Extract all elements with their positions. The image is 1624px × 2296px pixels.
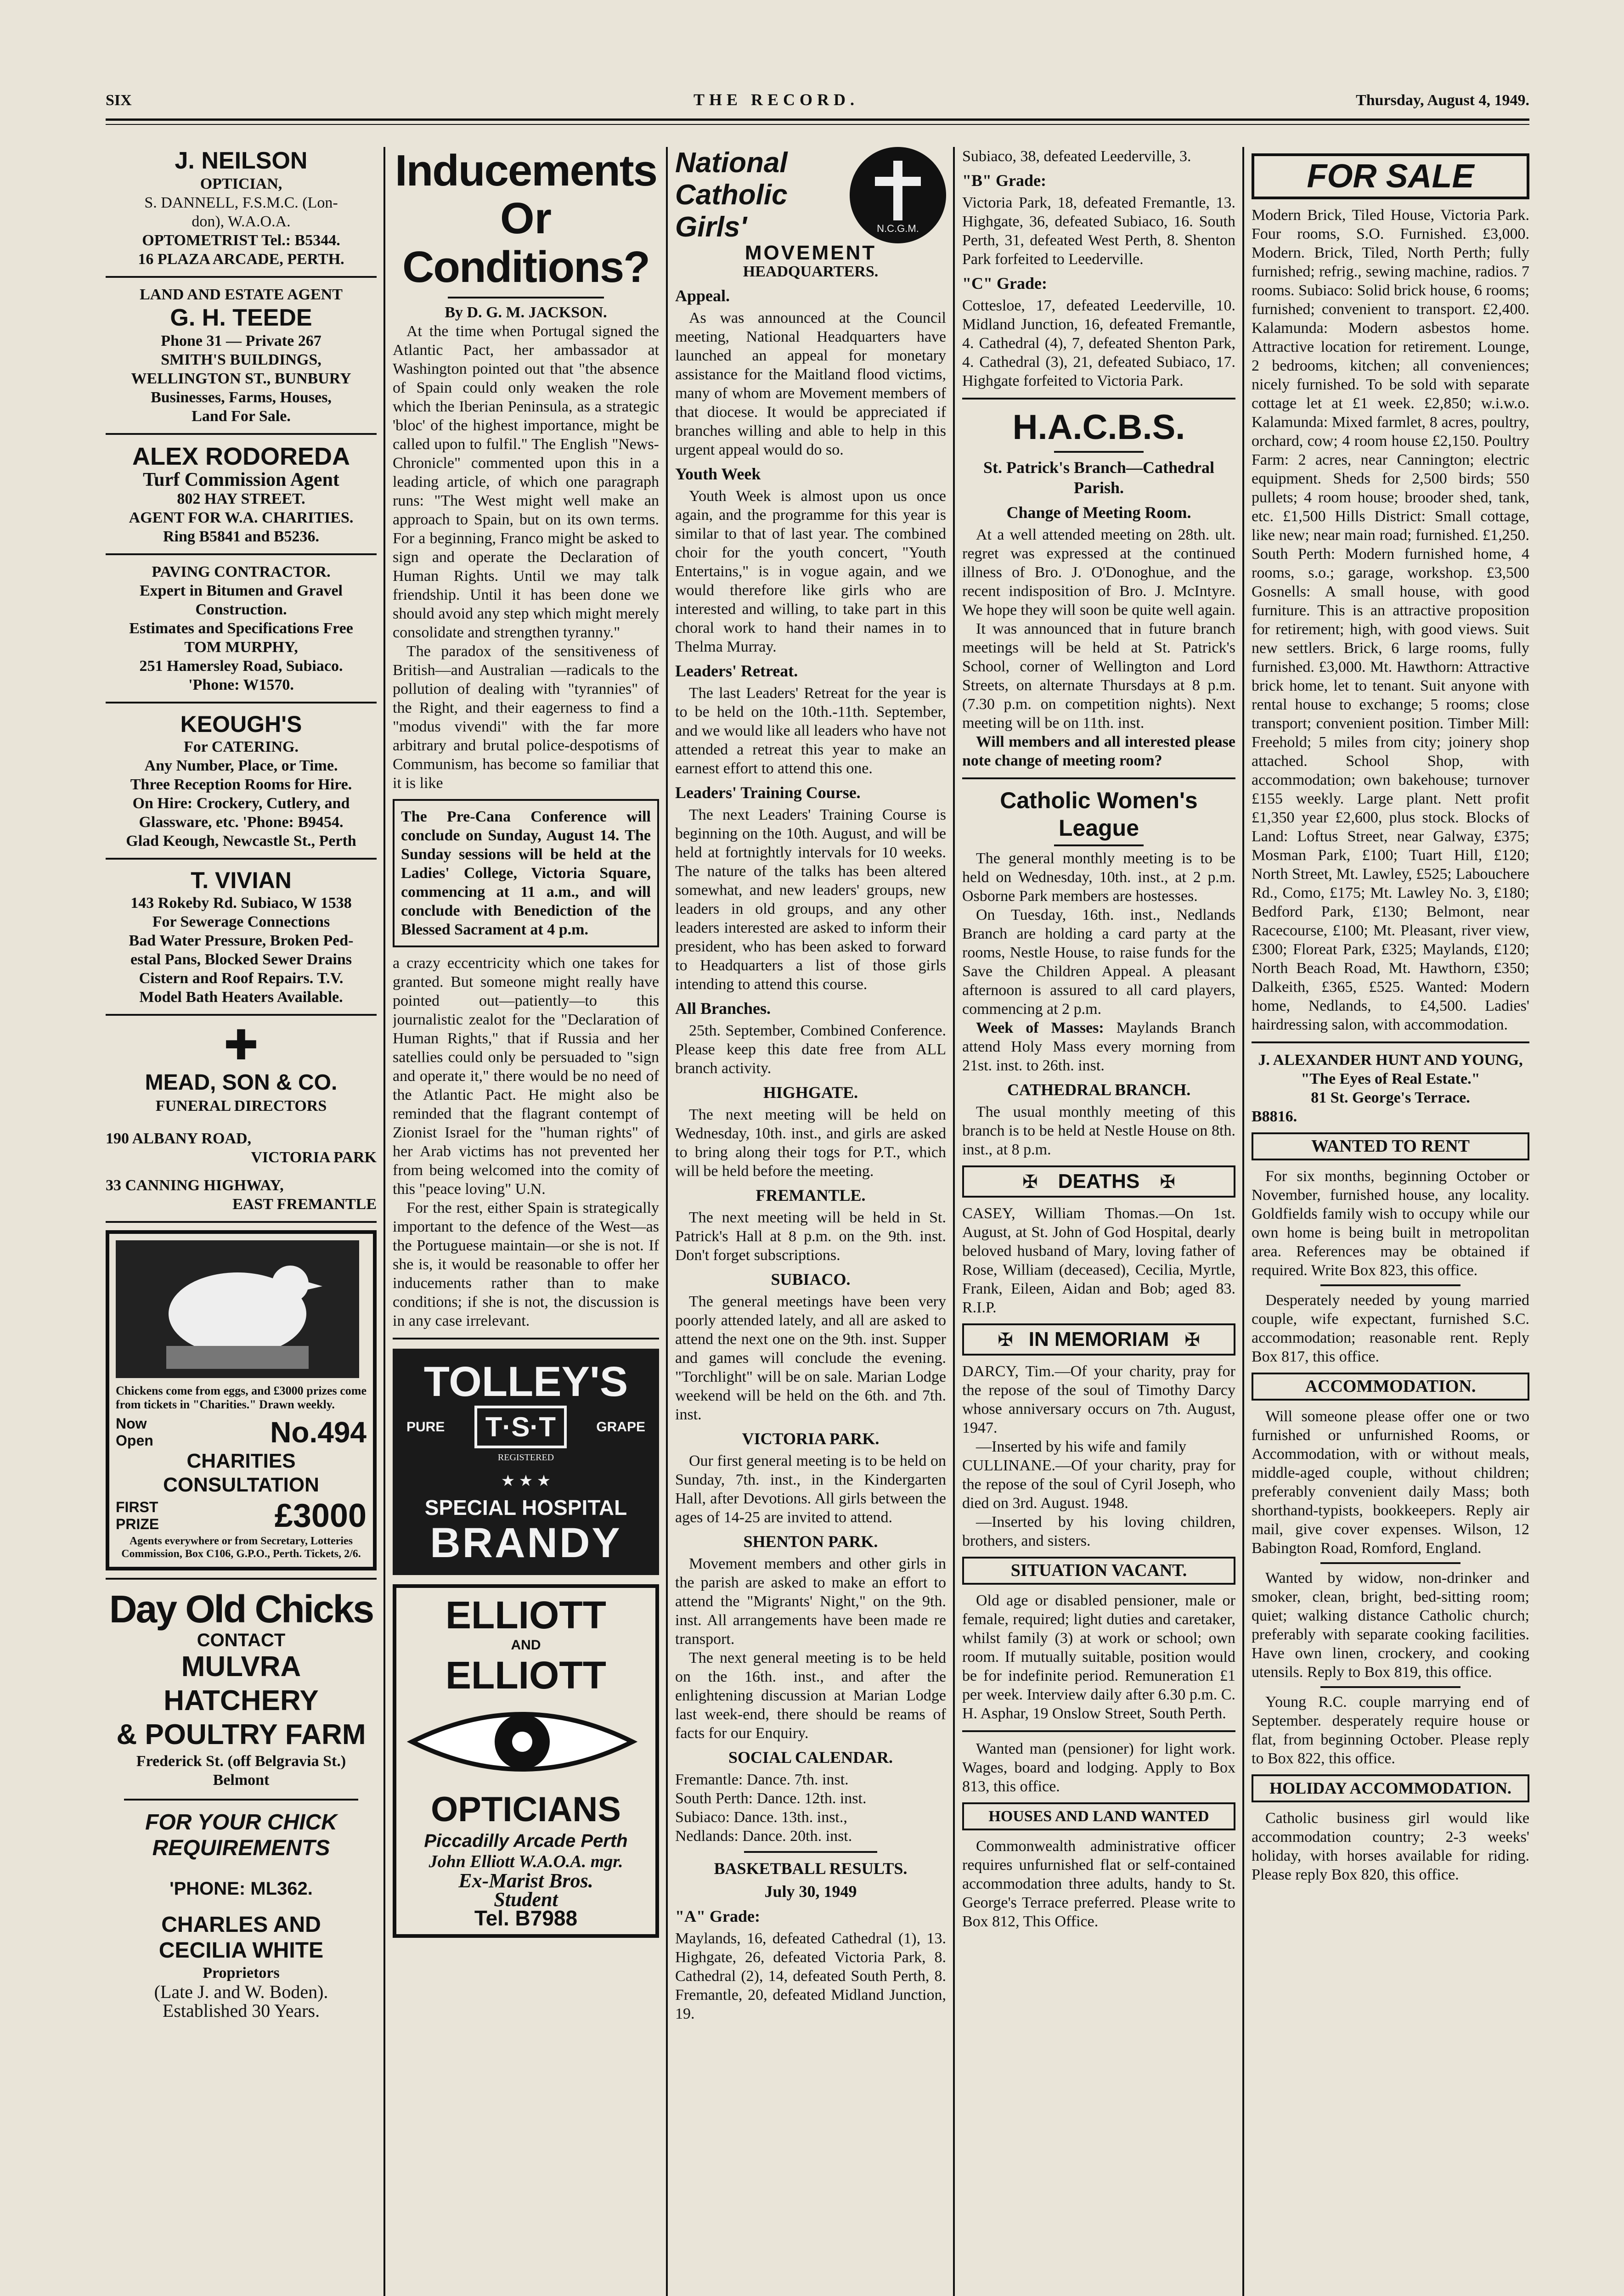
ad-charities bbox=[106, 1230, 377, 1570]
masthead-rule-thin bbox=[106, 124, 1529, 125]
ad-line: Construction. bbox=[195, 601, 287, 618]
section-heading: Change of Meeting Room. bbox=[1006, 503, 1191, 522]
section-heading: St. Patrick's Branch—Cathedral Parish. bbox=[983, 458, 1214, 497]
ad-line: PAVING CONTRACTOR. bbox=[152, 563, 331, 580]
ad-line: 802 HAY STREET. bbox=[177, 490, 305, 507]
ad-slogan: FOR YOUR CHICK bbox=[145, 1810, 337, 1835]
column-rule bbox=[383, 147, 385, 2296]
paper-title: THE RECORD. bbox=[694, 90, 859, 109]
ncgm-hq: HEADQUARTERS. bbox=[743, 263, 879, 280]
section-title: IN MEMORIAM bbox=[1028, 1328, 1169, 1351]
ad-mulvra bbox=[106, 1587, 377, 2020]
article-title: Inducements bbox=[395, 147, 657, 195]
cross-icon: ✠ bbox=[1022, 1171, 1038, 1192]
ad-murphy bbox=[106, 563, 377, 694]
section-text: 25th. September, Combined Conference. Please keep this date free from ALL branch activity. bbox=[675, 1022, 946, 1077]
ad-trade: OPTICIAN, bbox=[200, 175, 282, 192]
ad-line: Expert in Bitumen and Gravel bbox=[139, 582, 343, 599]
ad-name: KEOUGH'S bbox=[180, 711, 302, 737]
ad-special: SPECIAL HOSPITAL bbox=[424, 1496, 627, 1519]
cross-icon: ✠ bbox=[998, 1329, 1013, 1350]
ad-line: 16 PLAZA ARCADE, PERTH. bbox=[138, 251, 344, 268]
classified-text: Young R.C. couple marrying end of September. desperately require house or flat, from beginning October. Please reply to Box 822, this office. bbox=[1252, 1694, 1529, 1767]
cwl-title: Catholic Women's League bbox=[1000, 788, 1198, 841]
ad-line: On Hire: Crockery, Cutlery, and bbox=[132, 795, 350, 812]
ad-line: 251 Hamersley Road, Subiaco. bbox=[139, 658, 343, 675]
logo-text: N.C.G.M. bbox=[877, 223, 919, 234]
ad-grape: GRAPE bbox=[596, 1419, 645, 1435]
ad-name: ELLIOTT bbox=[445, 1593, 606, 1637]
ad-tel: Tel. B7988 bbox=[474, 1906, 578, 1930]
results-text: Cottesloe, 17, defeated Leederville, 10. Midland Junction, 16, defeated Fremantle, 4. Cathedral (4), 7, defeated Shenton Park, 4. Cathedral (3), 21, defeated Subiaco, 17. Highgate forfeited to Victoria Park. bbox=[962, 297, 1235, 389]
section-heading: Leaders' Retreat. bbox=[675, 662, 798, 680]
ad-slogan: REQUIREMENTS bbox=[152, 1836, 330, 1860]
ad-teede bbox=[106, 285, 377, 426]
section-text: The last Leaders' Retreat for the year is to be held on the 10th.-11th. September, and we would like all leaders who have not attended a retreat this year to make an earnest effort to attend this one. bbox=[675, 685, 946, 777]
deaths-header bbox=[962, 1165, 1235, 1198]
ad-line: Cistern and Roof Repairs. T.V. bbox=[139, 970, 344, 987]
ad-name: T. VIVIAN bbox=[191, 867, 292, 893]
ad-arcade: Piccadilly Arcade Perth bbox=[424, 1831, 628, 1851]
agent-slogan: "The Eyes of Real Estate." bbox=[1301, 1070, 1480, 1087]
ad-line: VICTORIA PARK bbox=[251, 1149, 377, 1166]
ad-mgr: John Elliott W.A.O.A. mgr. bbox=[429, 1852, 623, 1871]
grade-heading: "B" Grade: bbox=[962, 171, 1046, 190]
situation-vacant-header bbox=[962, 1557, 1235, 1585]
ncgm-title: Catholic bbox=[675, 179, 788, 211]
star-icon: ★ ★ ★ bbox=[501, 1473, 551, 1490]
section-title: ACCOMMODATION. bbox=[1305, 1377, 1476, 1396]
ad-contact: CONTACT bbox=[197, 1630, 286, 1650]
ad-consultation-name: CHARITIES CONSULTATION bbox=[163, 1450, 319, 1496]
agent-address: 81 St. George's Terrace. bbox=[1311, 1089, 1470, 1106]
ad-late: (Late J. and W. Boden). bbox=[154, 1981, 328, 2002]
ad-brandy: BRANDY bbox=[430, 1519, 622, 1566]
classified-text: Modern Brick, Tiled House, Victoria Park. Four rooms, S.O. Furnished. £3,000. Modern. Brick, Tiled, North Perth; fully furnished; refrig., sewing machine, radios. 7 rooms. Subiaco: Solid brick house, 6 rooms; furnished; convenient to transport. £2,400. Kalamunda: Modern asbestos home. Attractive location for retirement. Lounge, 2 bedrooms, kitchen; all conveniences; nicely furnished. To be sold with separate cottage let at £1 week. £2,850; w.i.w.o. Kalamunda: Mixed farmlet, 8 acres, poultry, orchard, cow; 4 room house £2,150. Poultry Farm: 2 acres, near Cannington; electric equipment. Sheds for 2,500 birds; 550 pullets; 4 room house; brooder shed, tank, etc. £1,500 Hills District: Small cottage, like new; near main road; furnished. £1,250. South Perth: Modern furnished home, 4 rooms, s.o.; garage, workshop. £3,500 Gosnells: A small house, with good furniture. This is an attractive proposition for retirement; high, with good views. Suit new settlers. Brick, 6 large rooms, fully furnished. £3,000. Mt. Hawthorn: Attractive brick home, let to tenant. Suit anyone with rental house to exchange; 5 rooms; close transport; convenient position. Timber Mill: Freehold; 5 miles from city; joinery shop attached. School Shop, with accommodation; own bakehouse; turnover £155 weekly. Large plant. Nett profit £1,350 year £2,600, plus stock. Blocks of Land: Loftus Street, near Galway, £375; Mosman Park, £100; Tuart Hill, £120; North Street, Mt. Lawley, £525; Labouchere Rd., Como, £175; Mt. Lawley No. 3, £180; Bedford Park, £130; Belmont, near Racecourse, £100; Mt. Pleasant, river view, £300; Floreat Park, £325; Maylands, £120; North Beach Road, Mt. Hawthorn, £350; Dalkeith, £365, £525. Wanted: Modern home, Nedlands, to £4,500. Ladies' hairdressing salon, with accommodation. bbox=[1252, 207, 1529, 1033]
ad-line: 'Phone: W1570. bbox=[188, 676, 294, 693]
section-title: DEATHS bbox=[1058, 1170, 1140, 1193]
ad-line: Glassware, etc. 'Phone: B9454. bbox=[139, 814, 344, 831]
article-title: Conditions? bbox=[402, 242, 649, 292]
section-text: Will members and all interested please note change of meeting room? bbox=[962, 733, 1235, 769]
ad-caption: Chickens come from eggs, and £3000 prizes come from tickets in "Charities." Drawn weekly. bbox=[116, 1384, 367, 1411]
classified-text: Desperately needed by young married couple, wife expectant, furnished S.C. accommodation; reasonable rent. Reply Box 817, this office. bbox=[1252, 1292, 1529, 1365]
article-title: Or bbox=[500, 194, 552, 243]
ad-line: estal Pans, Blocked Sewer Drains bbox=[130, 951, 352, 968]
section-text: The general meetings have been very poorly attended lately, and all are asked to attend the next one on the 9th. inst. Supper and games will conclude the evening. "Torchlight" will be on sale. Marian Lodge weekend will be held on the 6th. and 7th. inst. bbox=[675, 1293, 946, 1423]
for-sale-header bbox=[1252, 153, 1529, 199]
results-text: Subiaco, 38, defeated Leederville, 3. bbox=[962, 148, 1191, 165]
ad-line: EAST FREMANTLE bbox=[232, 1196, 377, 1213]
ad-name: MULVRA HATCHERY bbox=[164, 1651, 319, 1716]
ad-name: G. H. TEEDE bbox=[170, 304, 312, 331]
section-text: The general monthly meeting is to be held on Wednesday, 10th. inst., at 2 p.m. Osborne Park members are hostesses. bbox=[962, 850, 1235, 905]
ad-line: WELLINGTON ST., BUNBURY bbox=[131, 370, 351, 387]
section-text: The next Leaders' Training Course is beginning on the 10th. August, and will be held at fortnightly intervals for 10 weeks. The nature of the talks has been altered somewhat, and new leaders' groups, new leaders in old groups, and any other leaders interested are asked to inform their president, who has been asked to forward to Headquarters a list of those girls intending to attend this course. bbox=[675, 806, 946, 993]
memoriam-header bbox=[962, 1323, 1235, 1356]
section-title: SITUATION VACANT. bbox=[1010, 1561, 1187, 1580]
ad-est: Established 30 Years. bbox=[162, 2000, 320, 2021]
section-heading: CATHEDRAL BRANCH. bbox=[1007, 1080, 1191, 1099]
section-heading: VICTORIA PARK. bbox=[742, 1429, 880, 1448]
ad-line: Estimates and Specifications Free bbox=[129, 620, 353, 637]
ncgm-title: Girls' bbox=[675, 211, 747, 243]
ad-name: ELLIOTT bbox=[445, 1654, 606, 1697]
ad-line: 190 ALBANY ROAD, bbox=[106, 1130, 252, 1147]
grade-heading: "A" Grade: bbox=[675, 1907, 760, 1925]
section-date: July 30, 1949 bbox=[764, 1882, 857, 1901]
section-title: HOLIDAY ACCOMMODATION. bbox=[1269, 1779, 1511, 1797]
notice-text: —Inserted by his wife and family bbox=[976, 1438, 1186, 1455]
ad-line: For CATERING. bbox=[184, 738, 299, 755]
column-rule bbox=[666, 147, 668, 2296]
column-ncgm bbox=[675, 147, 946, 2296]
ncgm-title: National bbox=[675, 147, 788, 179]
ad-line: OPTOMETRIST Tel.: B5344. bbox=[142, 232, 340, 249]
section-text: Our first general meeting is to be held on Sunday, 7th. inst., in the Kindergarten Hall, after Devotions. All girls between the ages of 14-25 are invited to attend. bbox=[675, 1452, 946, 1526]
ad-line: Ring B5841 and B5236. bbox=[163, 528, 320, 545]
section-heading: HIGHGATE. bbox=[763, 1083, 858, 1102]
houses-wanted-header bbox=[962, 1802, 1235, 1830]
ad-keough bbox=[106, 711, 377, 850]
ad-line: don), W.A.O.A. bbox=[192, 213, 291, 230]
newspaper-page bbox=[106, 87, 1529, 2296]
ad-student: Student bbox=[494, 1888, 558, 1911]
ad-address: Belmont bbox=[213, 1772, 270, 1789]
ncgm-movement: MOVEMENT bbox=[744, 242, 877, 264]
ad-name: ALEX RODOREDA bbox=[132, 443, 350, 470]
ad-prize: £3000 bbox=[274, 1497, 367, 1534]
ad-and: AND bbox=[511, 1638, 541, 1653]
ad-owners: CECILIA WHITE bbox=[158, 1938, 324, 1963]
masthead bbox=[106, 87, 1529, 115]
ad-line: Any Number, Place, or Time. bbox=[144, 757, 338, 774]
ncgm-logo-icon bbox=[850, 147, 946, 243]
ad-name: & POULTRY FARM bbox=[116, 1719, 366, 1750]
ad-elliott bbox=[393, 1584, 659, 1938]
section-text: Youth Week is almost upon us once again, and the programme for this year is similar to that of last year. The combined choir for the youth concert, "Youth Entertains," is in vogue again, and we would therefore like girls who are interested and willing, to take part in this choral work to hand their names in to Thelma Murray. bbox=[675, 488, 946, 655]
classified-text: Wanted by widow, non-drinker and smoker, clean, bright, bed-sitting room; quiet; walking distance Catholic church; preferably with separate cooking facilities. Have own linen, crockery, and cooking utensils. Reply to Box 819, this office. bbox=[1252, 1570, 1529, 1681]
ad-tolley bbox=[393, 1349, 659, 1575]
ad-rodoreda bbox=[106, 442, 377, 546]
section-text: The usual monthly meeting of this branch is to be held at Nestle House on 8th. inst., at 8 p.m. bbox=[962, 1103, 1235, 1158]
section-heading: Leaders' Training Course. bbox=[675, 783, 861, 802]
ad-sub: FUNERAL DIRECTORS bbox=[155, 1097, 327, 1114]
classified-text: Will someone please offer one or two furnished or unfurnished Rooms, or Accommodation, with or without meals, middle-aged couple, without children; preferably convenient daily Mass; both shorthand-typists, bookkeepers. Reply air mail, give cover expenses. Wilson, 12 Babington Road, Romford, England. bbox=[1252, 1408, 1529, 1557]
masthead-rule bbox=[106, 118, 1529, 121]
grade-heading: "C" Grade: bbox=[962, 274, 1047, 293]
notice-text: The Pre-Cana Conference will conclude on Sunday, August 14. The Sunday sessions will be held at the Ladies' College, Victoria Square, commencing at 11 a.m., and will conclude with Benediction of the Blessed Sacrament at 4 p.m. bbox=[401, 808, 651, 938]
ad-line: Three Reception Rooms for Hire. bbox=[130, 776, 352, 793]
ad-phone: 'PHONE: ML362. bbox=[169, 1879, 313, 1899]
social-item: Subiaco: Dance. 13th. inst., bbox=[675, 1809, 847, 1826]
section-heading: All Branches. bbox=[675, 999, 771, 1018]
ad-now-open: Now Open bbox=[116, 1415, 153, 1449]
ad-head: LAND AND ESTATE AGENT bbox=[140, 286, 343, 303]
notice-text: CASEY, William Thomas.—On 1st. August, at St. John of God Hospital, dearly beloved husband of Mary, loving father of Rose, William (deceased), Cecilia, Myrtle, Frank, Eileen, Aidan and Bob; aged 83. R.I.P. bbox=[962, 1205, 1235, 1316]
section-heading: FREMANTLE. bbox=[756, 1186, 866, 1204]
social-item: Fremantle: Dance. 7th. inst. bbox=[675, 1771, 849, 1788]
classified-text: For six months, beginning October or November, furnished house, any locality. Goldfields family wish to occupy while our own home is being built in metropolitan area. References may be obtained if required. Write Box 823, this office. bbox=[1252, 1168, 1529, 1279]
tst-logo-icon bbox=[474, 1406, 567, 1448]
social-item: Nedlands: Dance. 20th. inst. bbox=[675, 1828, 852, 1845]
ad-name: J. NEILSON bbox=[175, 147, 308, 174]
ad-registered: REGISTERED bbox=[497, 1452, 554, 1463]
ad-name: TOLLEY'S bbox=[423, 1358, 628, 1405]
ad-consultation-number: No.494 bbox=[270, 1416, 367, 1449]
ncgm-header bbox=[675, 147, 946, 243]
section-heading: Appeal. bbox=[675, 287, 730, 305]
results-text: Victoria Park, 18, defeated Fremantle, 13. Highgate, 36, defeated Subiaco, 16. South Perth, 31, defeated West Perth, 8. Shenton Park forfeited to Leederville. bbox=[962, 194, 1235, 268]
ad-line: Bad Water Pressure, Broken Ped- bbox=[129, 932, 354, 949]
ad-line: 33 CANNING HIGHWAY, bbox=[106, 1177, 284, 1194]
section-title: WANTED TO RENT bbox=[1311, 1137, 1470, 1156]
social-item: South Perth: Dance. 12th. inst. bbox=[675, 1790, 867, 1807]
ad-line: S. DANNELL, F.S.M.C. (Lon- bbox=[144, 194, 338, 211]
notice-text: CULLINANE.—Of your charity, pray for the repose of the soul of Cyril Joseph, who died on 3rd. August. 1948. bbox=[962, 1457, 1235, 1512]
section-heading: Youth Week bbox=[675, 465, 761, 483]
results-text: Maylands, 16, defeated Cathedral (1), 13. Highgate, 26, defeated Victoria Park, 8. Cathedral (2), 14, defeated South Perth, 8. Fremantle, 20, defeated Midland Junction, 19. bbox=[675, 1930, 946, 2022]
ad-title: Day Old Chicks bbox=[109, 1587, 373, 1631]
classified-text: Commonwealth administrative officer requires unfurnished flat or self-contained accommodation three adults, handy to St. George's Terrace preferred. Please write to Box 812, This Office. bbox=[962, 1838, 1235, 1930]
article-byline: By D. G. M. JACKSON. bbox=[445, 304, 607, 321]
section-text: The next meeting will be held on Wednesday, 10th. inst., and girls are asked to bring along their togs for P.T., which will be held before the meeting. bbox=[675, 1106, 946, 1180]
ad-neilson bbox=[106, 147, 377, 269]
ad-vivian bbox=[106, 867, 377, 1007]
section-text: It was announced that in future branch meetings will be held at St. Patrick's School, corner of Wellington and Lord Streets, on alternate Thursdays at 8 p.m. (7.30 p.m. on competition nights). Next meeting will be on 11th. inst. bbox=[962, 620, 1235, 732]
section-title: FOR SALE bbox=[1307, 158, 1474, 195]
column-article-inducements bbox=[393, 147, 659, 2296]
column-classifieds bbox=[1252, 147, 1529, 2296]
article-paragraph: At the time when Portugal signed the Atlantic Pact, her ambassador at Washington pointed out that "the absence of Spain could only weaken the role which the Iberian Peninsula, as a strategic 'bloc' of the highest importance, might be called upon to fulfil." The English "News-Chronicle" commented upon this in a leading article, of which one paragraph runs: "The West might well make an approach to Spain, but on its own terms. For a beginning, Franco might be asked to sign and operate the Declaration of Human Rights. Until we may talk friendship. Until it has been done we should avoid any step which might merely consolidate and strengthen tyranny." bbox=[393, 323, 659, 641]
section-text: Maylands Branch attend Holy Mass every morning from 21st. inst. to 26th. inst. bbox=[962, 1019, 1235, 1074]
classified-text: Old age or disabled pensioner, male or female, required; light duties and caretaker, whilst family (3) at work or school; own room. If mutually suitable, position would be for indefinite period. Remuneration £1 per week. Interview daily after 6.30 p.m. C. H. Asphar, 19 Onslow Street, South Perth. bbox=[962, 1592, 1235, 1722]
holiday-accommodation-header bbox=[1252, 1774, 1529, 1802]
ad-footer: Agents everywhere or from Secretary, Lotteries Commission, Box C106, G.P.O., Perth. Tickets, 2/6. bbox=[121, 1535, 361, 1560]
article-paragraph: a crazy eccentricity which one takes for granted. But someone might really have pointed out—patiently—to this journalistic zealot for the "Declaration of Human Rights," that if Russia and her satellies could only be persuaded to "sign and operate it," there would be no need of the Atlantic Pact. He might also be reminded that the flagrant contempt of Zionist Israel for the "human rights" of her Arab victims has not prevented her from being welcomed into the comity of this "peace loving" U.N. bbox=[393, 955, 659, 1198]
section-text: Movement members and other girls in the parish are asked to make an effort to attend the "Migrants' Night," on the 9th. inst. All arrangements have been made re transport. bbox=[675, 1555, 946, 1648]
ad-pure: PURE bbox=[406, 1419, 445, 1435]
ad-name: MEAD, SON & CO. bbox=[145, 1070, 338, 1095]
ad-owners: CHARLES AND bbox=[161, 1913, 321, 1937]
section-text: On Tuesday, 16th. inst., Nedlands Branch are holding a card party at the rooms, Nestle House, to raise funds for the Save the Children Appeal. A pleasant afternoon is assured to all card players, commencing at 2 p.m. bbox=[962, 906, 1235, 1018]
column-rule bbox=[1242, 147, 1244, 2296]
page-number: SIX bbox=[106, 92, 132, 109]
ad-line: Phone 31 — Private 267 bbox=[161, 332, 321, 349]
ad-mead bbox=[106, 1023, 377, 1214]
ad-line: For Sewerage Connections bbox=[152, 913, 330, 930]
ad-opticians: OPTICIANS bbox=[431, 1790, 621, 1829]
ad-address: Frederick St. (off Belgravia St.) bbox=[136, 1753, 346, 1770]
ad-sub: Turf Commission Agent bbox=[143, 469, 339, 490]
notice-text: —Inserted by his loving children, brothers, and sisters. bbox=[962, 1514, 1235, 1549]
issue-date: Thursday, August 4, 1949. bbox=[1356, 92, 1529, 109]
article-paragraph: The paradox of the sensitiveness of British—and Australian —radicals to the pollution of dealing with "tyrannies" of the Right, and their eagerness to find a "modus vivendi" with the far more arbitrary and brutal police-despotisms of Communism, has become so familiar that it is like bbox=[393, 643, 659, 792]
section-text: The next general meeting is to be held on the 16th. inst., and after the enlightening discussion at Marian Lodge last week-end, there should be reams of facts for our Enquiry. bbox=[675, 1649, 946, 1742]
ad-line: Businesses, Farms, Houses, bbox=[151, 389, 332, 406]
notice-box-precana bbox=[393, 799, 659, 947]
cross-icon: ✠ bbox=[1184, 1329, 1200, 1350]
section-text: As was announced at the Council meeting, National Headquarters have launched an appeal for monetary assistance for the Maitland flood victims, many of whom are Movement members of that diocese. It would be appreciated if branches willing and able to help in this urgent appeal would do so. bbox=[675, 310, 946, 458]
column-ads-left bbox=[106, 147, 377, 2296]
hacbs-title: H.A.C.B.S. bbox=[1012, 408, 1185, 447]
cross-icon: ✠ bbox=[1160, 1171, 1175, 1192]
column-notices bbox=[962, 147, 1235, 2296]
section-heading: SOCIAL CALENDAR. bbox=[728, 1748, 893, 1767]
section-text: At a well attended meeting on 28th. ult. regret was expressed at the continued illness of Bro. J. O'Donoghue, and the recent indisposition of Bro. J. McIntyre. We hope they will soon be quite well again. bbox=[962, 526, 1235, 619]
ad-line: Land For Sale. bbox=[192, 408, 291, 425]
eye-icon bbox=[403, 1696, 642, 1788]
ad-line: SMITH'S BUILDINGS, bbox=[161, 351, 321, 368]
ad-prop: Proprietors bbox=[203, 1964, 280, 1981]
section-heading: SHENTON PARK. bbox=[743, 1532, 878, 1551]
section-heading: BASKETBALL RESULTS. bbox=[714, 1859, 908, 1878]
agent-name: J. ALEXANDER HUNT AND YOUNG, bbox=[1258, 1052, 1523, 1069]
agent-phone: B8816. bbox=[1252, 1108, 1297, 1125]
section-title: HOUSES AND LAND WANTED bbox=[988, 1808, 1209, 1825]
section-heading: SUBIACO. bbox=[771, 1270, 851, 1289]
wanted-to-rent-header bbox=[1252, 1132, 1529, 1160]
ad-prize-label: FIRST PRIZE bbox=[116, 1499, 159, 1532]
ad-line: 143 Rokeby Rd. Subiaco, W 1538 bbox=[130, 895, 352, 912]
ad-line: AGENT FOR W.A. CHARITIES. bbox=[129, 509, 354, 526]
accommodation-header bbox=[1252, 1373, 1529, 1401]
ad-line: Model Bath Heaters Available. bbox=[139, 989, 343, 1006]
classified-text: Catholic business girl would like accommodation country; 2-3 weeks' holiday, with horses available for riding. Please reply Box 820, this office. bbox=[1252, 1810, 1529, 1883]
article-paragraph: For the rest, either Spain is strategically important to the defence of the West—as the Portuguese maintain—or she is not. If she is, it would be reasonable to offer her inducements rather than to make conditions; if she is not, the discussion is in any case irrelevant. bbox=[393, 1199, 659, 1329]
ad-line: Glad Keough, Newcastle St., Perth bbox=[126, 833, 356, 850]
ad-line: TOM MURPHY, bbox=[184, 639, 298, 656]
ad-ex: Ex-Marist Bros. bbox=[458, 1869, 593, 1892]
classified-text: Wanted man (pensioner) for light work. Wages, board and lodging. Apply to Box 813, this office. bbox=[962, 1740, 1235, 1795]
logo-text: T·S·T bbox=[485, 1412, 556, 1442]
section-text: The next meeting will be held in St. Patrick's Hall at 8 p.m. on the 9th. inst. Don't forget subscriptions. bbox=[675, 1209, 946, 1264]
section-heading: Week of Masses: bbox=[976, 1019, 1104, 1036]
column-rule bbox=[953, 147, 955, 2296]
notice-text: DARCY, Tim.—Of your charity, pray for the repose of the soul of Timothy Darcy whose anniversary occurs on 7th. August, 1947. bbox=[962, 1363, 1235, 1436]
hen-illustration bbox=[116, 1240, 359, 1378]
cross-icon: ✚ bbox=[224, 1023, 259, 1069]
